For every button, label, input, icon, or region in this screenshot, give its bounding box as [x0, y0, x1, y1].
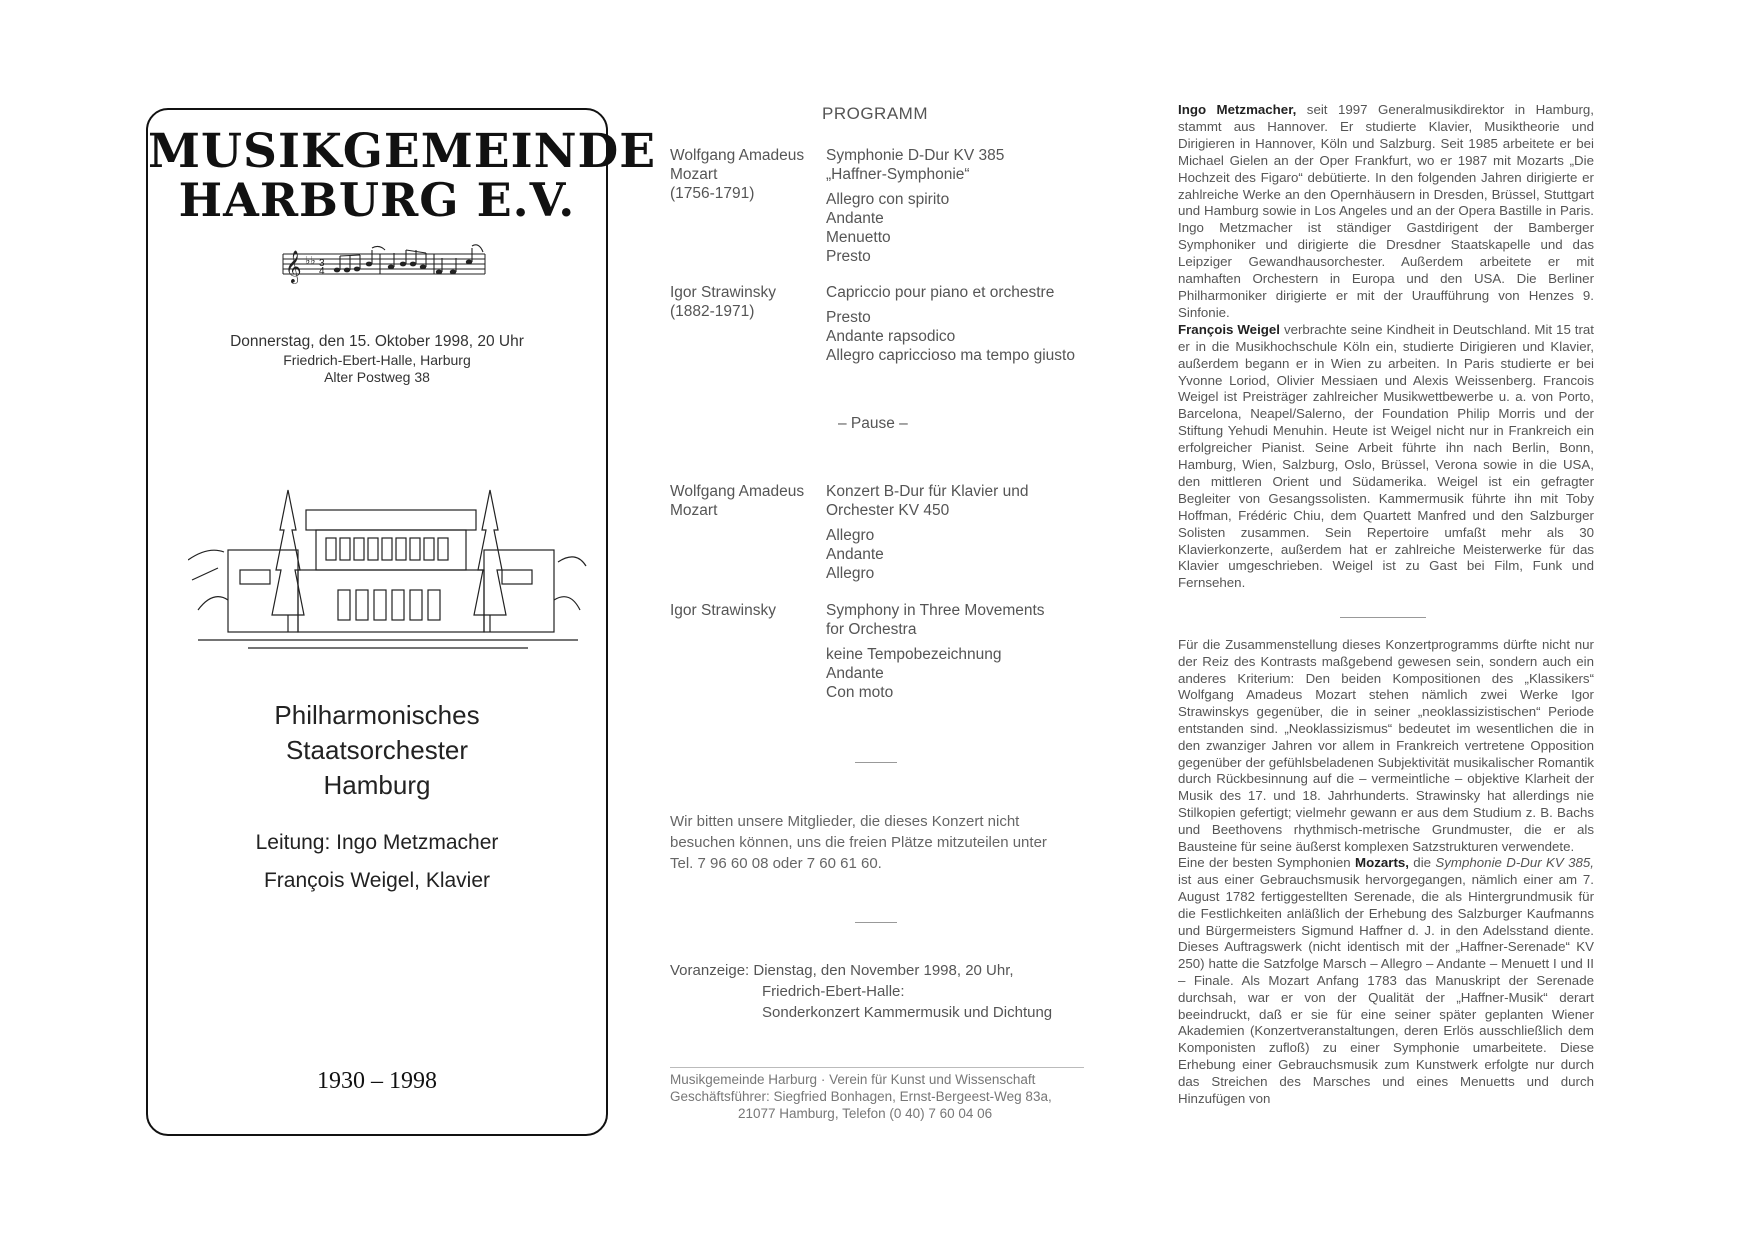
- composer-line: (1756-1791): [670, 185, 755, 202]
- work-title: Orchester KV 450: [826, 502, 950, 519]
- event-info: [148, 332, 606, 386]
- program-title: PROGRAMM: [822, 104, 928, 123]
- publisher-footer: [670, 1071, 1088, 1122]
- footer-line: Musikgemeinde Harburg · Verein für Kunst und Wissenschaft: [670, 1072, 1036, 1087]
- conductor: Leitung: Ingo Metzmacher: [255, 831, 499, 854]
- work: [826, 146, 1096, 266]
- composer-line: Igor Strawinsky: [670, 602, 776, 619]
- work: [826, 601, 1096, 702]
- member-notice: [670, 811, 1082, 874]
- orchestra-line-1: Philharmonisches: [274, 700, 480, 730]
- cover-panel: [146, 108, 657, 1136]
- work-title: for Orchestra: [826, 621, 917, 638]
- music-staff-icon: [279, 242, 489, 286]
- event-address: Alter Postweg 38: [324, 369, 430, 385]
- notes-text: ist aus einer Gebrauchsmusik hervorgegangen, nämlich einer am 7. August 1782 fertiggestellten Serenade, die als Hintergrundmusik für die Festlichkeiten anläßlich der Erhebung des Salzburger Kaufmanns und Bürgermeisters Sigmund Haffner d. J. in den Adelsstand diente. Dieses Auftragswerk (nicht identisch mit der „Haffner-Serenade“ KV 250) hatte die Satzfolge Marsch – Allegro – Andante – Menuett I und II – Finale. Als Mozart Anfang 1783 das Manuskript der Serenade durchsah, war er von der Qualität der „Haffner-Musik“ derart beeindruckt, daß er sie für eine seiner später geplanten Wiener Akademien (Konzertveranstaltungen, deren Erlös ausschließlich dem Komponisten zufloß) zu einer Symphonie umarbeitete. Diese Erhebung einer Gebrauchsmusik zum Kunstwerk erfolgte nur durch das Streichen des Marsches und eines Menuetts und durch Hinzufügen von: [1178, 872, 1594, 1106]
- notes-text: die: [1408, 855, 1436, 871]
- composer-line: Mozart: [670, 502, 718, 519]
- divider: [855, 762, 897, 763]
- bio-pianist: [1178, 322, 1594, 593]
- preview-line: Friedrich-Ebert-Halle:: [762, 983, 905, 1000]
- composer-line: Wolfgang Amadeus: [670, 483, 805, 500]
- movement: Presto: [826, 248, 871, 265]
- bio-text: verbrachte seine Kindheit in Deutschland. Mit 15 trat er in die Musikhochschule Köln ein, studierte Dirigieren und Klavier, außerdem begann er in Wien zu arbeiten. In Paris studierte er bei Yvonne Loriod, Olivier Messiaen und Alexis Weissenberg. Francois Weigel ist Preisträger zahlreicher Musikwettbewerbe u. a. von Porto, Barcelona, Neapel/Salerno, der Foundation Philip Morris und der Stiftung Yehudi Menuhin. Heute ist Weigel nicht nur in Frankreich ein erfolgreicher Pianist. Seine Arbeit führte ihn nach Berlin, Bonn, Hamburg, Wien, Salzburg, Oslo, Brüssel, Verona sowie in die USA, den mittleren Orient und Südamerika. Weigel ist ein gefragter Begleiter von Gesangssolisten. Kammermusik führte ihn mit Toby Hoffman, Frédéric Chiu, dem Quartett Manfred und den Salzburger Solisten zusammen. Sein Repertoire umfaßt mehr als 30 Klavierkonzerte, außerdem hat er zahlreiche Meisterwerke für das Klavier umgeschrieben. Weigel ist zu Gast bei Film, Funk und Fernsehen.: [1178, 321, 1595, 591]
- svg-text:3: 3: [319, 258, 325, 269]
- brand-line-1: MUSIKGEMEINDE: [148, 124, 657, 179]
- brand-logo-text: [148, 124, 657, 227]
- bio-name: Ingo Metzmacher,: [1178, 102, 1297, 117]
- work: [826, 283, 1096, 365]
- movement: Allegro con spirito: [826, 191, 950, 208]
- soloist: François Weigel, Klavier: [263, 869, 491, 892]
- divider: [1340, 617, 1426, 618]
- movement: Allegro: [826, 527, 875, 544]
- brand-line-2: HARBURG E.V.: [178, 173, 576, 227]
- svg-text:♭♭: ♭♭: [305, 255, 316, 267]
- composer-line: (1882-1971): [670, 303, 755, 320]
- notes-paragraph: [1178, 855, 1594, 1107]
- work: [826, 482, 1096, 583]
- anniversary-years: 1930 – 1998: [317, 1068, 437, 1094]
- notes-name: Mozarts,: [1355, 855, 1409, 871]
- performers: [148, 824, 606, 900]
- movement: Presto: [826, 309, 871, 326]
- intermission: – Pause –: [838, 415, 908, 432]
- program-notes: [1178, 637, 1594, 1107]
- event-date: Donnerstag, den 15. Oktober 1998, 20 Uhr: [230, 333, 524, 350]
- svg-text:4: 4: [319, 266, 325, 277]
- movement: Andante rapsodico: [826, 328, 956, 345]
- movement: Andante: [826, 546, 884, 563]
- composer-line: Wolfgang Amadeus: [670, 147, 805, 164]
- composer-line: Mozart: [670, 166, 718, 183]
- movement: Menuetto: [826, 229, 891, 246]
- orchestra-name: [148, 698, 606, 803]
- notes-paragraph: Für die Zusammenstellung dieses Konzertprogramms dürfte nicht nur der Reiz des Kontrasts maßgebend gewesen sein, sondern auch ein anderes Kriterium: Den beiden Kompositionen des „Klassikers“ Wolfgang Amadeus Mozart stehen nämlich zwei Werke Igor Strawinskys gegenüber, die in seiner „neoklassizistischen“ Periode entstanden sind. „Neoklassizismus“ bedeutet im wesentlichen die in den zwanziger Jahren vor allem in Frankreich vertretene Opposition gegenüber der gefühlsbeladenen Subjektivität musikalischer Romantik durch Rückbesinnung auf die – vermeintliche – objektive Klarheit der Musik des 17. und 18. Jahrhunderts. Strawinsky hat allerdings nie Stilkopien gefertigt; vielmehr gewann er aus dem Studium z. B. Bachs und Beethovens rhythmisch-metrische Grundmuster, die er als Bausteine für seine äußerst komplexen Satzstrukturen verwendete.: [1178, 637, 1594, 854]
- bio-conductor: [1178, 102, 1594, 322]
- notice-line: Wir bitten unsere Mitglieder, die dieses Konzert nicht: [670, 813, 1020, 830]
- work-title: „Haffner-Symphonie“: [826, 166, 970, 183]
- work-title: Konzert B-Dur für Klavier und: [826, 483, 1029, 500]
- composer: [670, 283, 820, 321]
- divider: [855, 922, 897, 923]
- biographies: [1178, 102, 1594, 592]
- bio-text: seit 1997 Generalmusikdirektor in Hamburg, stammt aus Hannover. Er studierte Klavier, Musiktheorie und Dirigieren in Hannover, Köln und Salzburg. Seit 1985 arbeitete er bei Michael Gielen an der Oper Frankfurt, wo er 1987 mit Mozarts „Die Hochzeit des Figaro“ debütierte. In den folgenden Jahren dirigierte er zahlreiche Werke an den Opernhäusern in Dresden, Brüssel, Stuttgart und Hamburg sowie in Los Angeles und an der Opera Bastille in Paris. Ingo Metzmacher ist ständiger Gastdirigent der Bamberger Symphoniker und dirigierte die Dresdner Staatskapelle und das Leipziger Gewandhausorchester. Außerdem arbeitete er mit namhaften Orchestern in Europa und den USA. Die Berliner Philharmoniker dirigierte er mit der Uraufführung von Henzes 9. Sinfonie.: [1178, 102, 1594, 320]
- movement: Andante: [826, 210, 884, 227]
- composer: [670, 601, 820, 620]
- composer-line: Igor Strawinsky: [670, 284, 776, 301]
- work-title: Symphony in Three Movements: [826, 602, 1045, 619]
- notes-work-title: Symphonie D-Dur KV 385,: [1435, 855, 1594, 871]
- movement: Allegro: [826, 565, 875, 582]
- work-title: Capriccio pour piano et orchestre: [826, 284, 1055, 301]
- footer-divider: [670, 1067, 1084, 1068]
- composer: [670, 482, 820, 520]
- preview-line: Sonderkonzert Kammermusik und Dichtung: [762, 1004, 1053, 1021]
- footer-line: Geschäftsführer: Siegfried Bonhagen, Ernst-Bergeest-Weg 83a,: [670, 1089, 1052, 1104]
- notes-text: Eine der besten Symphonien: [1178, 855, 1356, 871]
- event-venue: Friedrich-Ebert-Halle, Harburg: [283, 352, 471, 368]
- work-title: Symphonie D-Dur KV 385: [826, 147, 1005, 164]
- notice-line: besuchen können, uns die freien Plätze mitzuteilen unter: [670, 834, 1047, 851]
- movement: keine Tempobezeichnung: [826, 646, 1002, 663]
- orchestra-line-2: Staatsorchester: [285, 735, 469, 765]
- orchestra-line-3: Hamburg: [323, 770, 431, 800]
- bio-name: François Weigel: [1178, 321, 1280, 337]
- notice-line: Tel. 7 96 60 08 oder 7 60 61 60.: [670, 855, 882, 872]
- movement: Allegro capriccioso ma tempo giusto: [826, 347, 1075, 364]
- preview-announcement: [670, 960, 1090, 1023]
- svg-text:𝄞: 𝄞: [285, 250, 302, 283]
- footer-line: 21077 Hamburg, Telefon (0 40) 7 60 04 06: [738, 1106, 993, 1121]
- composer: [670, 146, 820, 203]
- movement: Con moto: [826, 684, 894, 701]
- preview-line: Voranzeige: Dienstag, den November 1998, 20 Uhr,: [670, 962, 1014, 979]
- movement: Andante: [826, 665, 884, 682]
- concert-hall-illustration: [188, 450, 588, 660]
